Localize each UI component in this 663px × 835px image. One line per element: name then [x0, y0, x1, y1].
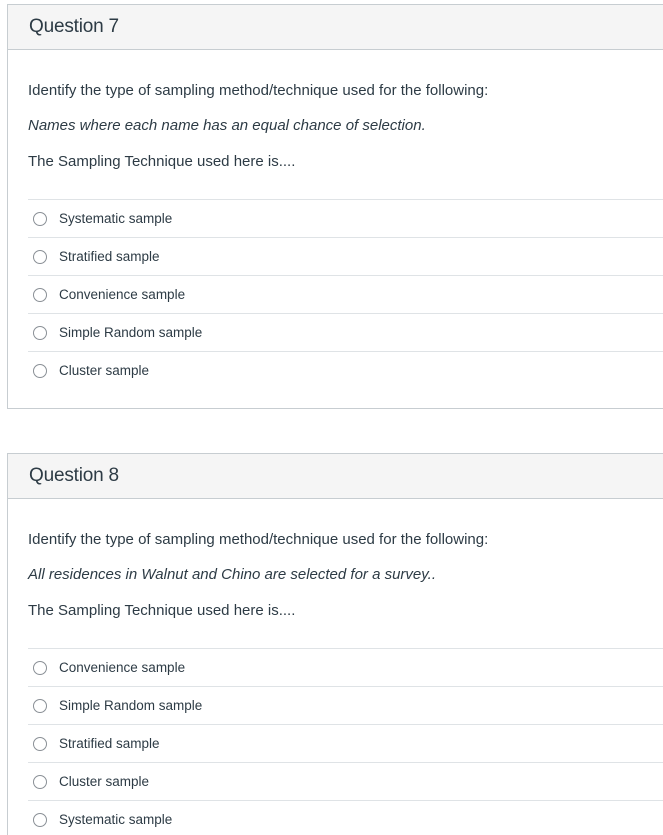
answer-label: Stratified sample — [59, 249, 160, 264]
answer-option-cluster[interactable] — [28, 351, 663, 389]
answer-label: Stratified sample — [59, 736, 160, 751]
question-body — [8, 81, 663, 389]
question-scenario: Names where each name has an equal chance of selection. — [28, 117, 426, 134]
answer-option-systematic[interactable] — [28, 199, 663, 237]
answer-option-stratified[interactable] — [28, 237, 663, 275]
question-title: Question 7 — [29, 16, 119, 37]
radio-button[interactable] — [33, 699, 47, 713]
answer-list — [28, 648, 663, 835]
answer-label: Simple Random sample — [59, 325, 203, 340]
question-prompt: Identify the type of sampling method/technique used for the following: — [28, 82, 489, 99]
radio-button[interactable] — [33, 250, 47, 264]
question-header — [8, 5, 663, 50]
radio-button[interactable] — [33, 775, 47, 789]
answer-option-cluster[interactable] — [28, 762, 663, 800]
question-scenario: All residences in Walnut and Chino are selected for a survey.. — [28, 566, 436, 583]
answer-option-convenience[interactable] — [28, 648, 663, 686]
radio-button[interactable] — [33, 661, 47, 675]
answer-option-convenience[interactable] — [28, 275, 663, 313]
question-body — [8, 530, 663, 835]
radio-button[interactable] — [33, 288, 47, 302]
question-7-card — [7, 4, 663, 409]
answer-label: Convenience sample — [59, 660, 186, 675]
radio-button[interactable] — [33, 326, 47, 340]
answer-option-simple-random[interactable] — [28, 686, 663, 724]
radio-button[interactable] — [33, 737, 47, 751]
answer-label: Simple Random sample — [59, 698, 203, 713]
question-technique-text: The Sampling Technique used here is.... — [28, 153, 296, 170]
radio-button[interactable] — [33, 813, 47, 827]
answer-option-simple-random[interactable] — [28, 313, 663, 351]
answer-list — [28, 199, 663, 389]
answer-label: Systematic sample — [59, 812, 173, 827]
question-title: Question 8 — [29, 465, 119, 486]
answer-label: Systematic sample — [59, 211, 173, 226]
answer-label: Convenience sample — [59, 287, 186, 302]
answer-option-stratified[interactable] — [28, 724, 663, 762]
question-technique-text: The Sampling Technique used here is.... — [28, 602, 296, 619]
answer-label: Cluster sample — [59, 774, 150, 789]
answer-option-systematic[interactable] — [28, 800, 663, 835]
question-prompt: Identify the type of sampling method/technique used for the following: — [28, 531, 489, 548]
answer-label: Cluster sample — [59, 363, 150, 378]
radio-button[interactable] — [33, 212, 47, 226]
radio-button[interactable] — [33, 364, 47, 378]
question-8-card — [7, 453, 663, 835]
question-header — [8, 454, 663, 499]
